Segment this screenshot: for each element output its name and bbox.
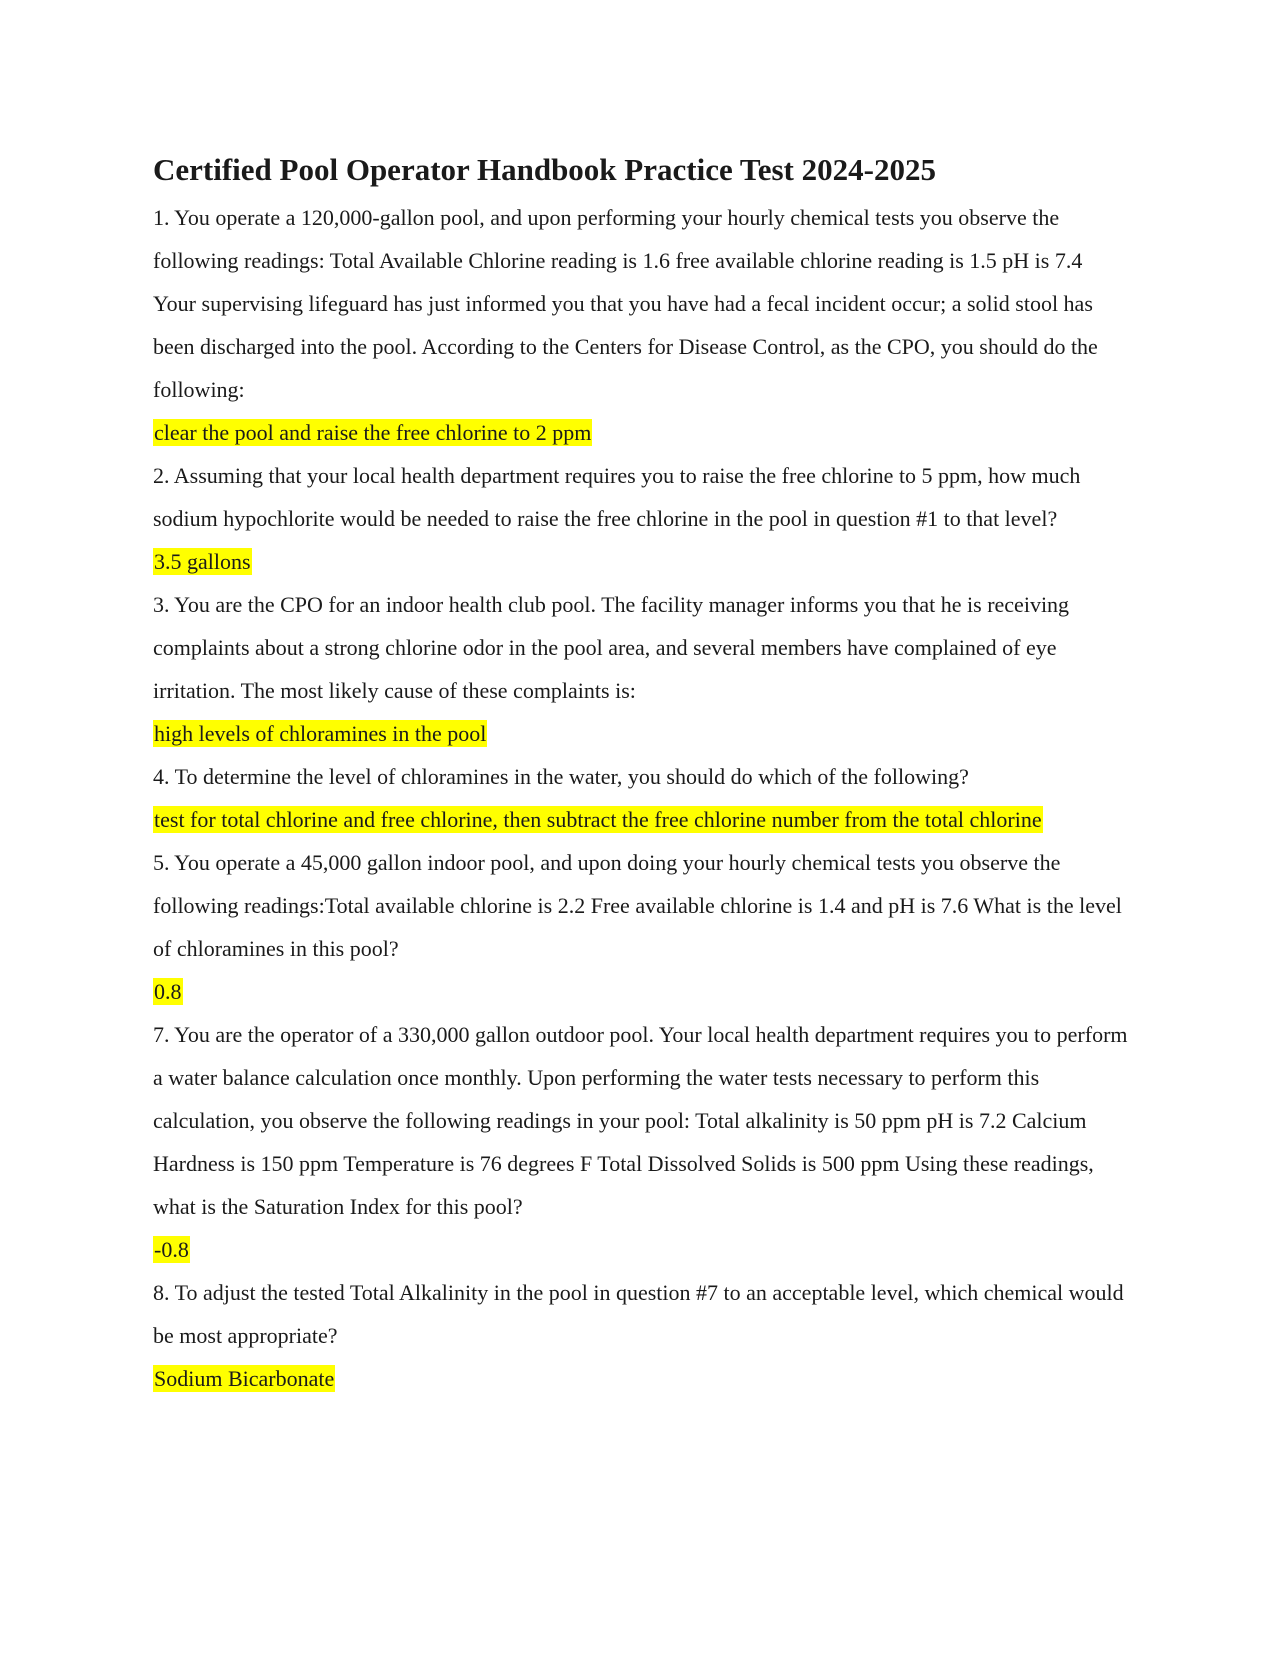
question-text: 7. You are the operator of a 330,000 gallon outdoor pool. Your local health department requires you to perform a water balance calculation once monthly. Upon performing the water tests necessary to perform this calculation, you observe the following readings in your pool: Total alkalinity is 50 ppm pH is 7.2 Calcium Hardness is 150 ppm Temperature is 76 degrees F Total Dissolved Solids is 500 ppm Using these readings, what is the Saturation Index for this pool? <box>153 1022 1128 1219</box>
answer-highlight: test for total chlorine and free chlorine, then subtract the free chlorine number from the total chlorine <box>154 807 1042 832</box>
question-list <box>153 196 1130 1400</box>
document-title: Certified Pool Operator Handbook Practice Test 2024-2025 <box>153 152 936 187</box>
answer-highlight: 0.8 <box>154 979 182 1004</box>
question-item-3 <box>153 583 1130 755</box>
answer-highlight: high levels of chloramines in the pool <box>154 721 487 746</box>
answer-highlight: clear the pool and raise the free chlorine to 2 ppm <box>154 420 592 445</box>
question-text: 3. You are the CPO for an indoor health club pool. The facility manager informs you that he is receiving complaints about a strong chlorine odor in the pool area, and several members have complained of eye irritation. The most likely cause of these complaints is: <box>153 592 1070 703</box>
answer-line <box>153 540 1130 583</box>
answer-line <box>153 798 1130 841</box>
question-item-8 <box>153 1271 1130 1400</box>
answer-highlight: -0.8 <box>154 1237 189 1262</box>
question-text: 5. You operate a 45,000 gallon indoor pool, and upon doing your hourly chemical tests you observe the following readings:Total available chlorine is 2.2 Free available chlorine is 1.4 and pH is 7.6 What is the level of chloramines in this pool? <box>153 850 1122 961</box>
answer-line <box>153 1228 1130 1271</box>
answer-highlight: Sodium Bicarbonate <box>154 1366 335 1391</box>
question-text: 2. Assuming that your local health department requires you to raise the free chlorine to 5 ppm, how much sodium hypochlorite would be needed to raise the free chlorine in the pool in question #1 to that level? <box>153 463 1081 531</box>
answer-line <box>153 712 1130 755</box>
question-text: 8. To adjust the tested Total Alkalinity in the pool in question #7 to an acceptable level, which chemical would be most appropriate? <box>153 1280 1124 1348</box>
answer-line <box>153 970 1130 1013</box>
question-item-5 <box>153 841 1130 1013</box>
question-item-7 <box>153 1013 1130 1271</box>
question-text: 1. You operate a 120,000-gallon pool, and upon performing your hourly chemical tests you observe the following readings: Total Available Chlorine reading is 1.6 free available chlorine reading is 1.5 pH is 7.4 Your supervising lifeguard has just informed you that you have had a fecal incident occur; a solid stool has been discharged into the pool. According to the Centers for Disease Control, as the CPO, you should do the following: <box>153 205 1098 402</box>
question-item-1 <box>153 196 1130 454</box>
question-item-4 <box>153 755 1130 841</box>
answer-line <box>153 1357 1130 1400</box>
question-item-2 <box>153 454 1130 583</box>
answer-highlight: 3.5 gallons <box>154 549 251 574</box>
question-text: 4. To determine the level of chloramines in the water, you should do which of the following? <box>153 764 969 789</box>
answer-line <box>153 411 1130 454</box>
